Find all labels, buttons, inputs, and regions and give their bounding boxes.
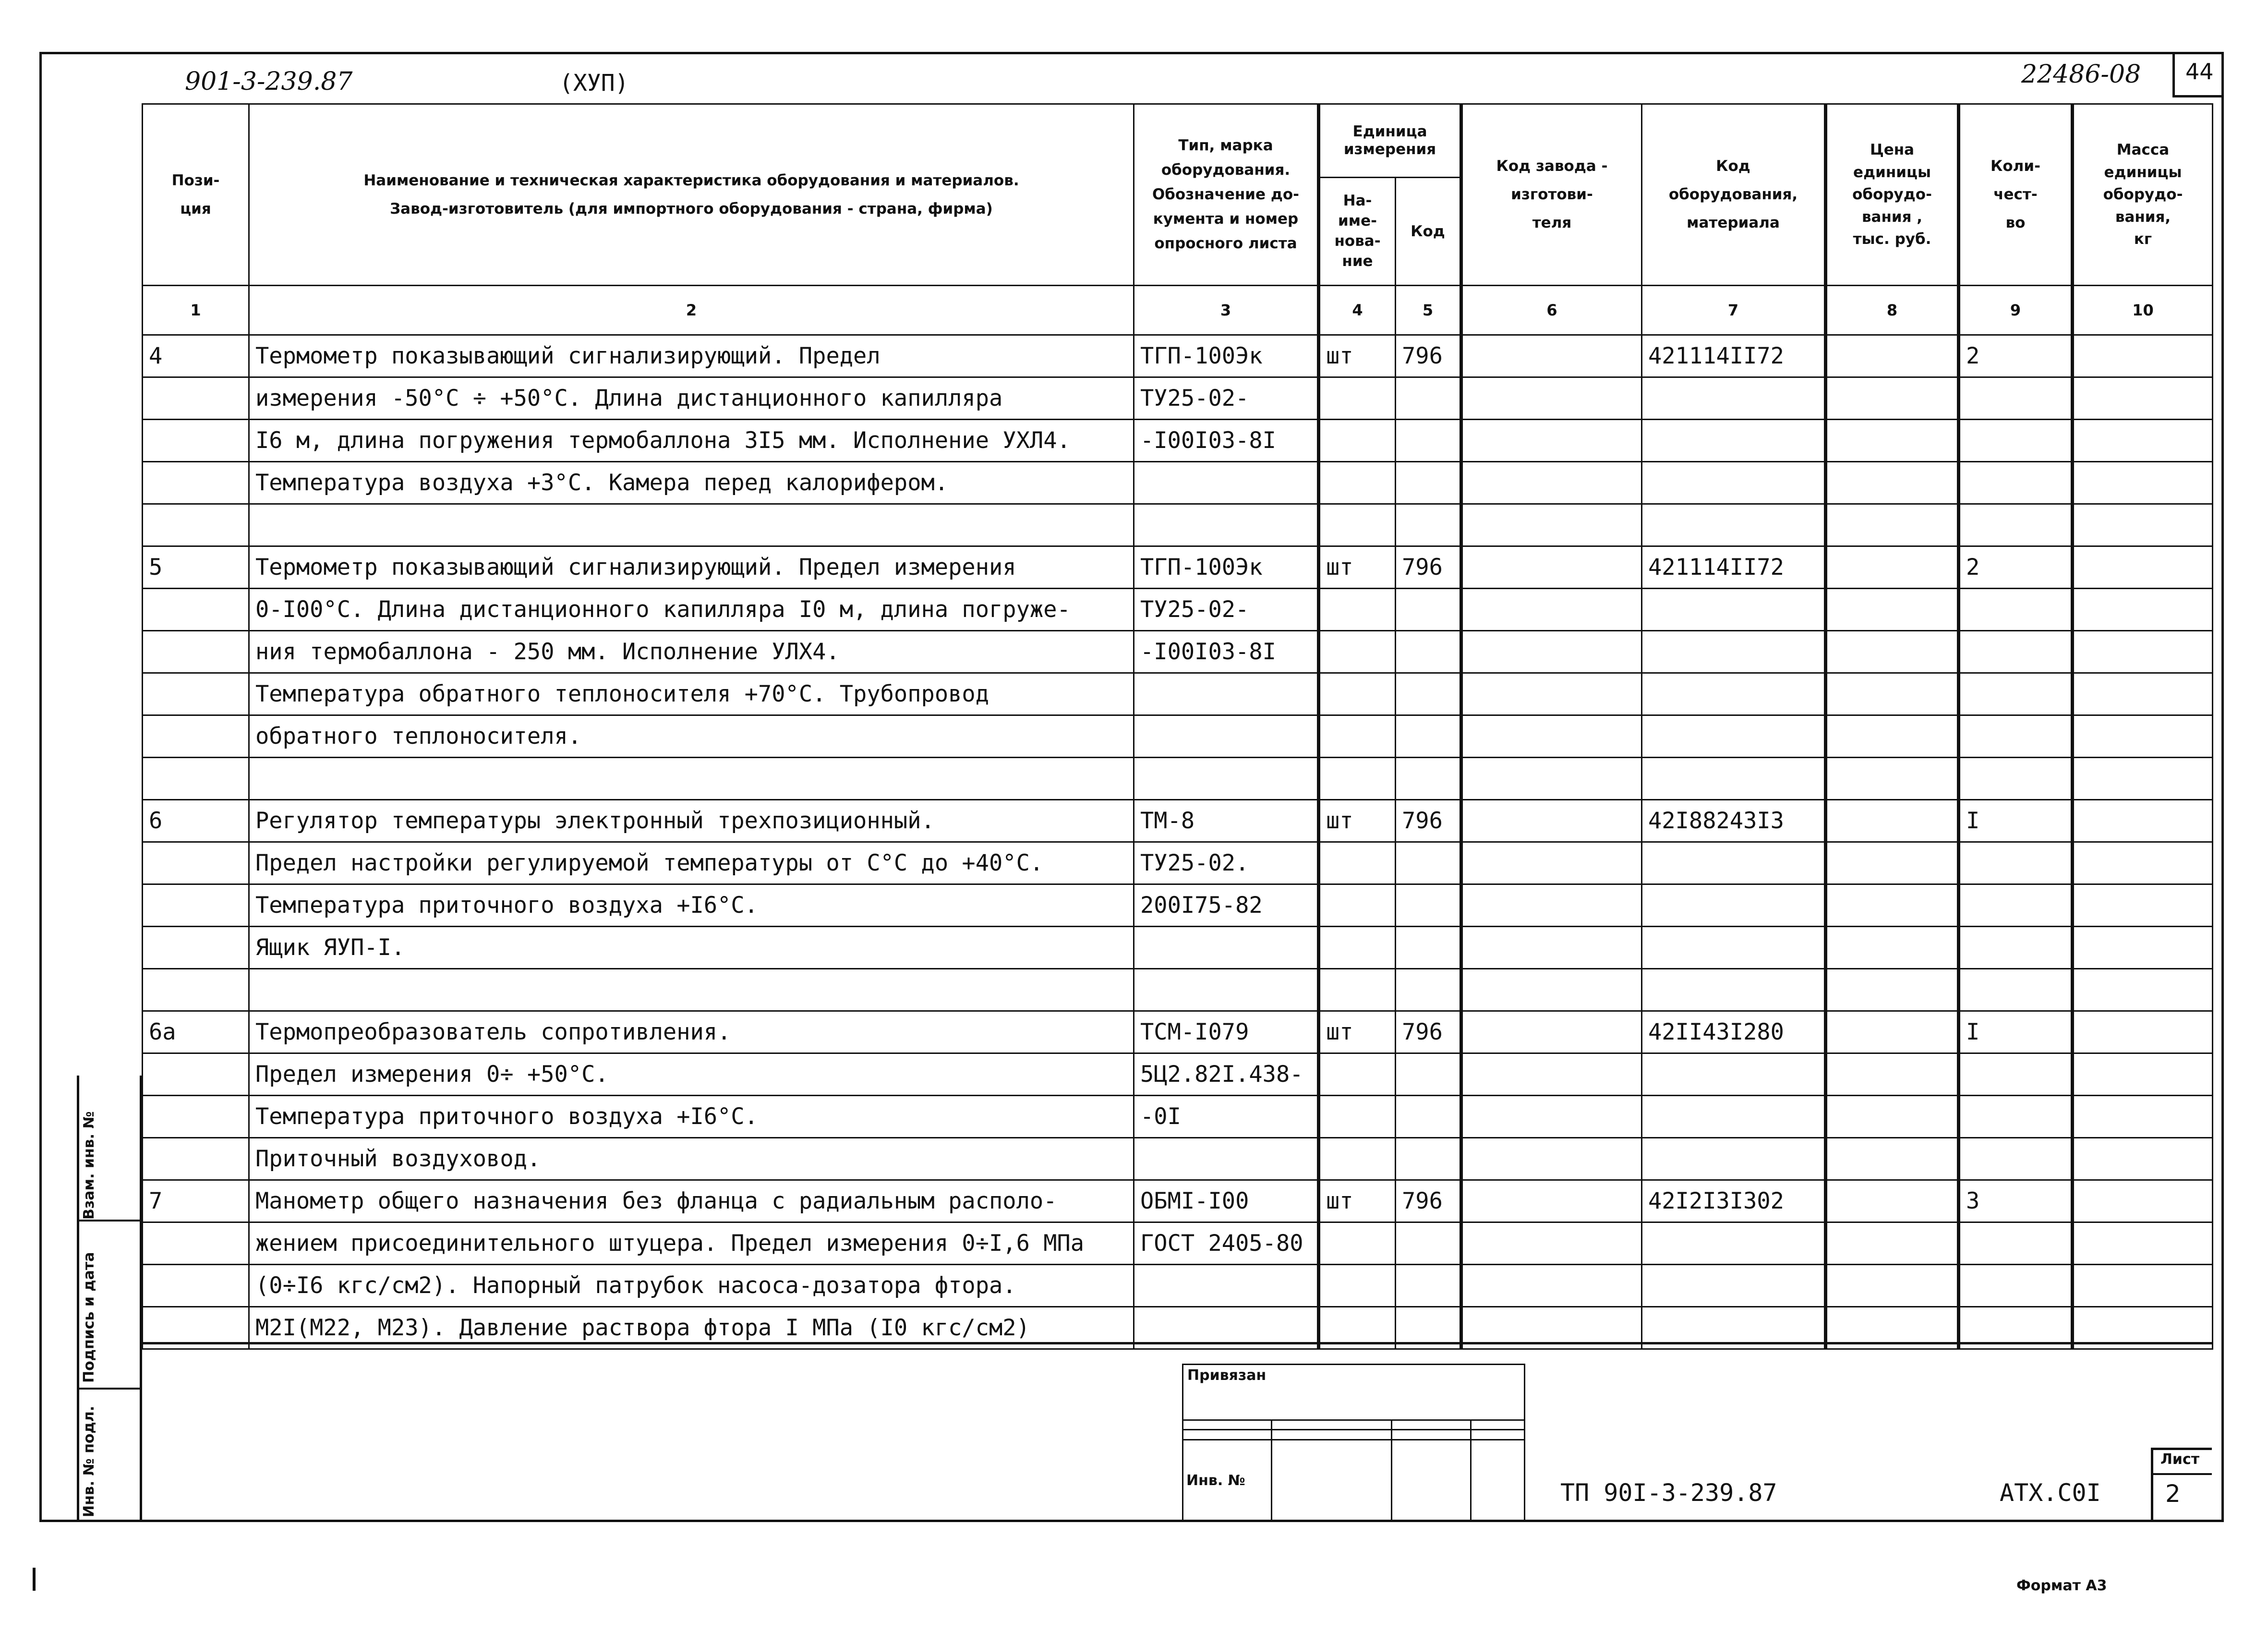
row-unit [1319, 927, 1396, 969]
row-plant-code [1461, 1180, 1642, 1222]
row-equipment-code: 42II43I280 [1642, 1011, 1826, 1053]
row-position [143, 1265, 249, 1307]
row-type: ТСМ-I079 [1134, 1011, 1319, 1053]
table-row [143, 884, 2213, 927]
row-quantity [1959, 1265, 2073, 1307]
row-name: измерения -50°C ÷ +50°C. Длина дистанционного капилляра [249, 377, 1134, 420]
row-quantity [1959, 589, 2073, 631]
row-price [1826, 800, 1959, 842]
row-equipment-code: 42I88243I3 [1642, 800, 1826, 842]
col-position-header: Пози- ция [143, 104, 249, 286]
col-number: 7 [1642, 286, 1826, 335]
row-plant-code [1461, 1138, 1642, 1180]
row-type: ТГП-100Эк [1134, 335, 1319, 377]
row-unit [1319, 715, 1396, 758]
row-type: 200I75-82 [1134, 884, 1319, 927]
row-mass [2073, 546, 2213, 589]
table-row [143, 1011, 2213, 1053]
strip-divider [77, 1220, 142, 1222]
row-name: Предел измерения 0÷ +50°C. [249, 1053, 1134, 1096]
table-row [143, 1138, 2213, 1180]
col-price-header: Цена единицы оборудо- вания , тыс. руб. [1826, 104, 1959, 286]
row-mass [2073, 673, 2213, 715]
row-plant-code [1461, 377, 1642, 420]
row-price [1826, 1180, 1959, 1222]
row-type: ТМ-8 [1134, 800, 1319, 842]
row-unit-code [1396, 758, 1461, 800]
row-name: (0÷I6 кгс/см2). Напорный патрубок насоса-дозатора фтора. [249, 1265, 1134, 1307]
row-quantity [1959, 673, 2073, 715]
row-equipment-code [1642, 1138, 1826, 1180]
row-price [1826, 462, 1959, 504]
row-position [143, 377, 249, 420]
table-row [143, 504, 2213, 546]
row-position [143, 420, 249, 462]
row-plant-code [1461, 420, 1642, 462]
row-equipment-code [1642, 927, 1826, 969]
row-quantity [1959, 758, 2073, 800]
row-quantity [1959, 927, 2073, 969]
row-unit-code [1396, 969, 1461, 1011]
table-row [143, 1222, 2213, 1265]
row-equipment-code [1642, 1053, 1826, 1096]
row-quantity [1959, 504, 2073, 546]
row-price [1826, 758, 1959, 800]
row-quantity [1959, 1096, 2073, 1138]
table-row [143, 589, 2213, 631]
drawing-code: АТХ.С0I [2000, 1479, 2101, 1507]
row-type: ТГП-100Эк [1134, 546, 1319, 589]
inv-label: Инв. № [1183, 1439, 1272, 1521]
row-plant-code [1461, 1222, 1642, 1265]
row-price [1826, 1053, 1959, 1096]
bound-label: Привязан [1183, 1365, 1525, 1420]
row-mass [2073, 462, 2213, 504]
row-position [143, 715, 249, 758]
row-position [143, 1222, 249, 1265]
row-plant-code [1461, 927, 1642, 969]
col-unit-group-header: Единица измерения [1319, 104, 1461, 178]
row-unit: шт [1319, 546, 1396, 589]
row-quantity [1959, 420, 2073, 462]
row-quantity [1959, 377, 2073, 420]
row-unit-code: 796 [1396, 1180, 1461, 1222]
album-label: (ХУП) [559, 70, 629, 97]
page-number: 44 [2185, 59, 2214, 85]
col-unit-name-header: На- име- нова- ние [1319, 178, 1396, 286]
row-unit [1319, 1138, 1396, 1180]
row-mass [2073, 1138, 2213, 1180]
row-position: 4 [143, 335, 249, 377]
row-name [249, 969, 1134, 1011]
row-unit: шт [1319, 1180, 1396, 1222]
row-equipment-code: 421114II72 [1642, 335, 1826, 377]
row-name [249, 758, 1134, 800]
row-quantity: 2 [1959, 546, 2073, 589]
row-unit [1319, 758, 1396, 800]
row-quantity [1959, 462, 2073, 504]
row-mass [2073, 1222, 2213, 1265]
row-equipment-code: 421114II72 [1642, 546, 1826, 589]
row-position [143, 631, 249, 673]
row-equipment-code [1642, 377, 1826, 420]
row-mass [2073, 631, 2213, 673]
col-equipment-code-header: Код оборудования, материала [1642, 104, 1826, 286]
row-mass [2073, 969, 2213, 1011]
row-price [1826, 715, 1959, 758]
row-unit-code [1396, 927, 1461, 969]
row-quantity [1959, 715, 2073, 758]
doc-number: 901-3-239.87 [185, 67, 353, 96]
row-unit-code [1396, 1265, 1461, 1307]
row-equipment-code [1642, 1222, 1826, 1265]
row-price [1826, 420, 1959, 462]
row-type: -I00I03-8I [1134, 420, 1319, 462]
row-mass [2073, 1011, 2213, 1053]
table-row [143, 420, 2213, 462]
row-plant-code [1461, 589, 1642, 631]
table-row [143, 631, 2213, 673]
row-position [143, 504, 249, 546]
row-name [249, 504, 1134, 546]
col-number: 3 [1134, 286, 1319, 335]
column-number-row [143, 286, 2213, 335]
header-row [143, 104, 2213, 178]
sheet-box-divider [2151, 1473, 2212, 1475]
row-plant-code [1461, 969, 1642, 1011]
row-price [1826, 546, 1959, 589]
row-quantity [1959, 631, 2073, 673]
row-name: Ящик ЯУП-I. [249, 927, 1134, 969]
row-price [1826, 1096, 1959, 1138]
row-type [1134, 1138, 1319, 1180]
row-type [1134, 673, 1319, 715]
row-plant-code [1461, 1265, 1642, 1307]
row-mass [2073, 589, 2213, 631]
col-number: 10 [2073, 286, 2213, 335]
row-unit [1319, 969, 1396, 1011]
table-row [143, 1265, 2213, 1307]
signature-date-label: Подпись и дата [81, 1252, 97, 1383]
row-plant-code [1461, 715, 1642, 758]
row-equipment-code [1642, 420, 1826, 462]
row-position: 7 [143, 1180, 249, 1222]
row-mass [2073, 800, 2213, 842]
row-quantity [1959, 842, 2073, 884]
row-plant-code [1461, 462, 1642, 504]
row-position [143, 884, 249, 927]
row-unit: шт [1319, 335, 1396, 377]
row-equipment-code [1642, 758, 1826, 800]
sheet-number: 2 [2165, 1480, 2181, 1508]
row-type: -I00I03-8I [1134, 631, 1319, 673]
col-quantity-header: Коли- чест- во [1959, 104, 2073, 286]
title-block [142, 1342, 2212, 1524]
row-mass [2073, 1096, 2213, 1138]
row-unit-code [1396, 1053, 1461, 1096]
row-plant-code [1461, 504, 1642, 546]
row-position [143, 842, 249, 884]
row-plant-code [1461, 1096, 1642, 1138]
row-mass [2073, 420, 2213, 462]
row-type [1134, 504, 1319, 546]
row-price [1826, 1138, 1959, 1180]
table-row [143, 1096, 2213, 1138]
row-name: I6 м, длина погружения термобаллона 3I5 мм. Исполнение УХЛ4. [249, 420, 1134, 462]
col-number: 8 [1826, 286, 1959, 335]
row-type: ТУ25-02- [1134, 377, 1319, 420]
row-mass [2073, 1265, 2213, 1307]
row-type [1134, 758, 1319, 800]
row-plant-code [1461, 1053, 1642, 1096]
row-price [1826, 377, 1959, 420]
project-code: ТП 90I-3-239.87 [1560, 1479, 1777, 1507]
row-mass [2073, 758, 2213, 800]
row-price [1826, 631, 1959, 673]
row-mass [2073, 884, 2213, 927]
format-label: Формат А3 [2016, 1577, 2107, 1594]
table-row [143, 1180, 2213, 1222]
row-unit-code: 796 [1396, 546, 1461, 589]
row-quantity: I [1959, 800, 2073, 842]
row-quantity: 3 [1959, 1180, 2073, 1222]
col-unit-code-header: Код [1396, 178, 1461, 286]
col-number: 6 [1461, 286, 1642, 335]
row-quantity: I [1959, 1011, 2073, 1053]
table-row [143, 758, 2213, 800]
col-mass-header: Масса единицы оборудо- вания, кг [2073, 104, 2213, 286]
row-type: ОБМI-I00 [1134, 1180, 1319, 1222]
row-position: 6а [143, 1011, 249, 1053]
specification-table [142, 103, 2213, 1350]
row-name: Предел настройки регулируемой температуры от C°C до +40°C. [249, 842, 1134, 884]
row-plant-code [1461, 673, 1642, 715]
row-plant-code [1461, 884, 1642, 927]
row-plant-code [1461, 546, 1642, 589]
row-unit-code [1396, 589, 1461, 631]
row-position [143, 589, 249, 631]
row-quantity: 2 [1959, 335, 2073, 377]
row-equipment-code [1642, 715, 1826, 758]
sheet-label: Лист [2160, 1451, 2200, 1468]
row-type [1134, 969, 1319, 1011]
row-type: -0I [1134, 1096, 1319, 1138]
row-name: 0-I00°C. Длина дистанционного капилляра I0 м, длина погруже- [249, 589, 1134, 631]
row-position [143, 462, 249, 504]
table-row [143, 673, 2213, 715]
row-unit-code: 796 [1396, 1011, 1461, 1053]
row-unit [1319, 1222, 1396, 1265]
table-row [143, 546, 2213, 589]
row-name: Термометр показывающий сигнализирующий. Предел измерения [249, 546, 1134, 589]
row-unit-code [1396, 1222, 1461, 1265]
row-name: ния термобаллона - 250 мм. Исполнение УЛХ4. [249, 631, 1134, 673]
row-price [1826, 589, 1959, 631]
row-unit [1319, 1053, 1396, 1096]
row-equipment-code [1642, 1096, 1826, 1138]
row-plant-code [1461, 842, 1642, 884]
row-quantity [1959, 1053, 2073, 1096]
row-unit-code [1396, 1138, 1461, 1180]
row-mass [2073, 1053, 2213, 1096]
row-unit-code [1396, 673, 1461, 715]
row-mass [2073, 504, 2213, 546]
row-equipment-code [1642, 462, 1826, 504]
row-plant-code [1461, 1011, 1642, 1053]
row-position [143, 1053, 249, 1096]
row-equipment-code [1642, 631, 1826, 673]
table-row [143, 800, 2213, 842]
row-equipment-code [1642, 842, 1826, 884]
row-unit [1319, 420, 1396, 462]
row-unit-code [1396, 420, 1461, 462]
row-position [143, 1138, 249, 1180]
archive-number: 22486-08 [2021, 60, 2141, 89]
row-mass [2073, 842, 2213, 884]
row-name: обратного теплоносителя. [249, 715, 1134, 758]
row-name: Приточный воздуховод. [249, 1138, 1134, 1180]
row-unit-code [1396, 631, 1461, 673]
row-unit-code: 796 [1396, 335, 1461, 377]
row-type: 5Ц2.82I.438- [1134, 1053, 1319, 1096]
row-unit-code: 796 [1396, 800, 1461, 842]
row-mass [2073, 715, 2213, 758]
row-price [1826, 673, 1959, 715]
col-number: 9 [1959, 286, 2073, 335]
row-position: 5 [143, 546, 249, 589]
table-row [143, 335, 2213, 377]
row-plant-code [1461, 800, 1642, 842]
row-name: Температура воздуха +3°C. Камера перед калорифером. [249, 462, 1134, 504]
row-position [143, 758, 249, 800]
row-type [1134, 1265, 1319, 1307]
table-row [143, 1053, 2213, 1096]
table-row [143, 842, 2213, 884]
row-name: Манометр общего назначения без фланца с радиальным располо- [249, 1180, 1134, 1222]
row-unit [1319, 673, 1396, 715]
col-number: 4 [1319, 286, 1396, 335]
col-number: 5 [1396, 286, 1461, 335]
row-type: ТУ25-02. [1134, 842, 1319, 884]
row-unit-code [1396, 377, 1461, 420]
row-price [1826, 842, 1959, 884]
row-plant-code [1461, 631, 1642, 673]
row-quantity [1959, 969, 2073, 1011]
row-price [1826, 504, 1959, 546]
col-number: 2 [249, 286, 1134, 335]
row-unit [1319, 884, 1396, 927]
row-unit-code [1396, 504, 1461, 546]
row-quantity [1959, 884, 2073, 927]
row-type [1134, 715, 1319, 758]
row-name: Термопреобразователь сопротивления. [249, 1011, 1134, 1053]
row-price [1826, 1011, 1959, 1053]
replacement-inv-label: Взам. инв. № [81, 1111, 97, 1220]
row-unit [1319, 462, 1396, 504]
row-price [1826, 969, 1959, 1011]
row-unit-code [1396, 884, 1461, 927]
table-row [143, 462, 2213, 504]
row-equipment-code [1642, 884, 1826, 927]
row-position: 6 [143, 800, 249, 842]
row-unit: шт [1319, 1011, 1396, 1053]
row-unit-code [1396, 462, 1461, 504]
table-row [143, 927, 2213, 969]
table-row [143, 969, 2213, 1011]
row-name: Температура приточного воздуха +I6°C. [249, 1096, 1134, 1138]
row-mass [2073, 335, 2213, 377]
row-price [1826, 1265, 1959, 1307]
row-equipment-code [1642, 673, 1826, 715]
row-unit-code [1396, 1096, 1461, 1138]
row-plant-code [1461, 335, 1642, 377]
binding-stamp [1182, 1364, 1525, 1522]
row-unit [1319, 631, 1396, 673]
row-equipment-code [1642, 1265, 1826, 1307]
row-plant-code [1461, 758, 1642, 800]
row-name: Температура обратного теплоносителя +70°C. Трубопровод [249, 673, 1134, 715]
table-row [143, 715, 2213, 758]
row-price [1826, 335, 1959, 377]
row-position [143, 673, 249, 715]
row-quantity [1959, 1222, 2073, 1265]
col-name-header: Наименование и техническая характеристика оборудования и материалов. Завод-изготовитель (для импортного оборудования - страна, фирма) [249, 104, 1134, 286]
row-equipment-code [1642, 504, 1826, 546]
row-name: Температура приточного воздуха +I6°C. [249, 884, 1134, 927]
row-type: ТУ25-02- [1134, 589, 1319, 631]
row-name: Термометр показывающий сигнализирующий. Предел [249, 335, 1134, 377]
row-unit-code [1396, 715, 1461, 758]
row-unit [1319, 1265, 1396, 1307]
row-mass [2073, 927, 2213, 969]
col-number: 1 [143, 286, 249, 335]
row-unit [1319, 589, 1396, 631]
row-name: М2I(М22, М23). Давление раствора фтора I МПа (I0 кгс/см2) [249, 1307, 1134, 1349]
row-position [143, 927, 249, 969]
row-unit [1319, 1096, 1396, 1138]
original-inv-label: Инв. № подл. [81, 1405, 97, 1517]
row-unit [1319, 377, 1396, 420]
row-type: ГОСТ 2405-80 [1134, 1222, 1319, 1265]
row-equipment-code [1642, 589, 1826, 631]
row-mass [2073, 377, 2213, 420]
col-plant-code-header: Код завода - изготови- теля [1461, 104, 1642, 286]
row-name: Регулятор температуры электронный трехпозиционный. [249, 800, 1134, 842]
row-type [1134, 462, 1319, 504]
row-unit: шт [1319, 800, 1396, 842]
row-price [1826, 1222, 1959, 1265]
row-name: жением присоединительного штуцера. Предел измерения 0÷I,6 МПа [249, 1222, 1134, 1265]
row-unit [1319, 504, 1396, 546]
row-equipment-code: 42I2I3I302 [1642, 1180, 1826, 1222]
row-quantity [1959, 1138, 2073, 1180]
col-type-header: Тип, марка оборудования. Обозначение до- кумента и номер опросного листа [1134, 104, 1319, 286]
row-price [1826, 927, 1959, 969]
row-type [1134, 927, 1319, 969]
row-equipment-code [1642, 969, 1826, 1011]
table-row [143, 377, 2213, 420]
specification-body [143, 335, 2213, 1349]
row-unit-code [1396, 842, 1461, 884]
row-mass [2073, 1180, 2213, 1222]
row-position [143, 969, 249, 1011]
strip-divider [77, 1388, 142, 1390]
margin-mark [33, 1568, 36, 1591]
row-unit [1319, 842, 1396, 884]
row-price [1826, 884, 1959, 927]
row-position [143, 1096, 249, 1138]
